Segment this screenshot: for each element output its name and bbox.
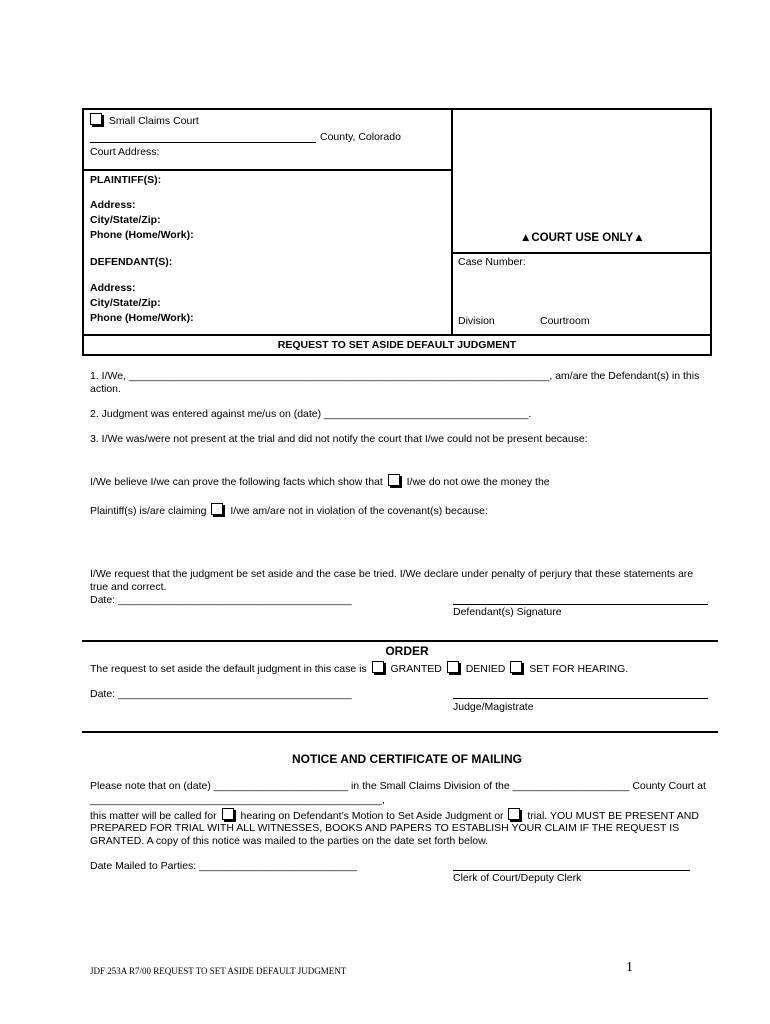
judge-signature-line[interactable] — [453, 698, 708, 699]
notice-hearing-label: hearing on Defendant’s Motion to Set Aside Judgment or — [240, 810, 504, 822]
caption-divider-vertical — [451, 110, 453, 334]
facts-line-1 — [90, 474, 710, 489]
denied-checkbox[interactable] — [447, 661, 459, 673]
form-title: REQUEST TO SET ASIDE DEFAULT JUDGMENT — [277, 339, 517, 351]
item-2: 2. Judgment was entered against me/us on (date) ___________________________________. — [90, 408, 532, 420]
caption-divider-court-use — [453, 252, 710, 254]
court-use-only: ▲COURT USE ONLY▲ — [520, 232, 645, 244]
notice-line-5: GRANTED. A copy of this notice was mailed to the parties on the date set forth below. — [90, 835, 489, 847]
defendant-signature-line[interactable] — [453, 604, 708, 605]
defendant-label: DEFENDANT(S): — [90, 256, 173, 268]
notice-line-1: Please note that on (date) _______________________ in the Small Claims Division of the ____________________ County Court at — [90, 780, 706, 792]
facts-prefix-2: Plaintiff(s) is/are claiming — [90, 505, 207, 517]
facts-line-2 — [90, 503, 710, 518]
plaintiff-label: PLAINTIFF(S): — [90, 174, 162, 186]
caption-divider-court — [84, 169, 451, 171]
facts-option-2: I/we am/are not in violation of the covenant(s) because: — [230, 505, 488, 517]
clerk-signature-line[interactable] — [453, 870, 690, 871]
plaintiff-city-label: City/State/Zip: — [90, 214, 161, 226]
notice-trial-label: trial. YOU MUST BE PRESENT AND — [527, 810, 699, 822]
defendant-address-label: Address: — [90, 282, 136, 294]
request-date-field[interactable]: Date: ________________________________________ — [90, 594, 352, 606]
item-1-continuation: action. — [90, 383, 121, 395]
county-blank[interactable] — [90, 142, 316, 143]
granted-checkbox[interactable] — [372, 661, 384, 673]
notice-trial-checkbox[interactable] — [508, 808, 520, 820]
caption-divider-title — [84, 334, 710, 336]
plaintiff-address-label: Address: — [90, 199, 136, 211]
facts-option-1: I/we do not owe the money the — [406, 476, 550, 488]
declaration: I/We request that the judgment be set aside and the case be tried. I/We declare under penalty of perjury that these statements are true and correct. — [90, 568, 694, 593]
notice-hearing-checkbox[interactable] — [222, 808, 234, 820]
date-mailed-field[interactable]: Date Mailed to Parties: ___________________________ — [90, 860, 357, 872]
clerk-label: Clerk of Court/Deputy Clerk — [453, 872, 582, 884]
form-footer-id: JDF 253A R7/00 REQUEST TO SET ASIDE DEFAULT JUDGMENT — [90, 966, 347, 976]
court-address-label: Court Address: — [90, 146, 160, 158]
notice-divider — [82, 731, 718, 733]
hearing-checkbox[interactable] — [510, 661, 522, 673]
case-number-label: Case Number: — [458, 256, 526, 268]
court-type — [90, 113, 199, 128]
defendant-city-label: City/State/Zip: — [90, 297, 161, 309]
order-divider — [82, 640, 718, 642]
covenant-checkbox[interactable] — [211, 503, 223, 515]
defendant-signature-label: Defendant(s) Signature — [453, 606, 562, 618]
county-suffix: County, Colorado — [320, 131, 401, 143]
item-1 — [90, 370, 710, 396]
granted-label: GRANTED — [390, 663, 442, 675]
notice-line-3 — [90, 808, 710, 823]
item-1-line: 1. I/We, ________________________________________________________________________, am/are the Defendant(s) in this — [90, 370, 700, 382]
judge-label: Judge/Magistrate — [453, 701, 534, 713]
order-date-field[interactable]: Date: ________________________________________ — [90, 688, 352, 700]
court-type-label: Small Claims Court — [108, 115, 199, 127]
notice-heading: NOTICE AND CERTIFICATE OF MAILING — [292, 752, 522, 766]
item-3: 3. I/We was/were not present at the trial and did not notify the court that I/we could not be present because: — [90, 433, 588, 445]
order-text: The request to set aside the default judgment in this case is — [90, 663, 367, 675]
defendant-phone-label: Phone (Home/Work): — [90, 312, 194, 324]
plaintiff-phone-label: Phone (Home/Work): — [90, 229, 194, 241]
page-number: 1 — [626, 960, 633, 975]
notice-called-for: this matter will be called for — [90, 810, 217, 822]
notice-line-4: PREPARED FOR TRIAL WITH ALL WITNESSES, BOOKS AND PAPERS TO ESTABLISH YOUR CLAIM IF THE REQUEST IS — [90, 822, 680, 834]
hearing-label: SET FOR HEARING. — [529, 663, 629, 675]
order-text-line — [90, 661, 710, 676]
division-label: Division — [458, 315, 495, 327]
notice-line-2: __________________________________________________, — [90, 794, 385, 806]
denied-label: DENIED — [465, 663, 506, 675]
order-heading: ORDER — [385, 644, 429, 658]
facts-prefix: I/We believe I/we can prove the following facts which show that — [90, 476, 383, 488]
courtroom-label: Courtroom — [540, 315, 590, 327]
small-claims-checkbox[interactable] — [90, 113, 102, 125]
owe-money-checkbox[interactable] — [388, 474, 400, 486]
